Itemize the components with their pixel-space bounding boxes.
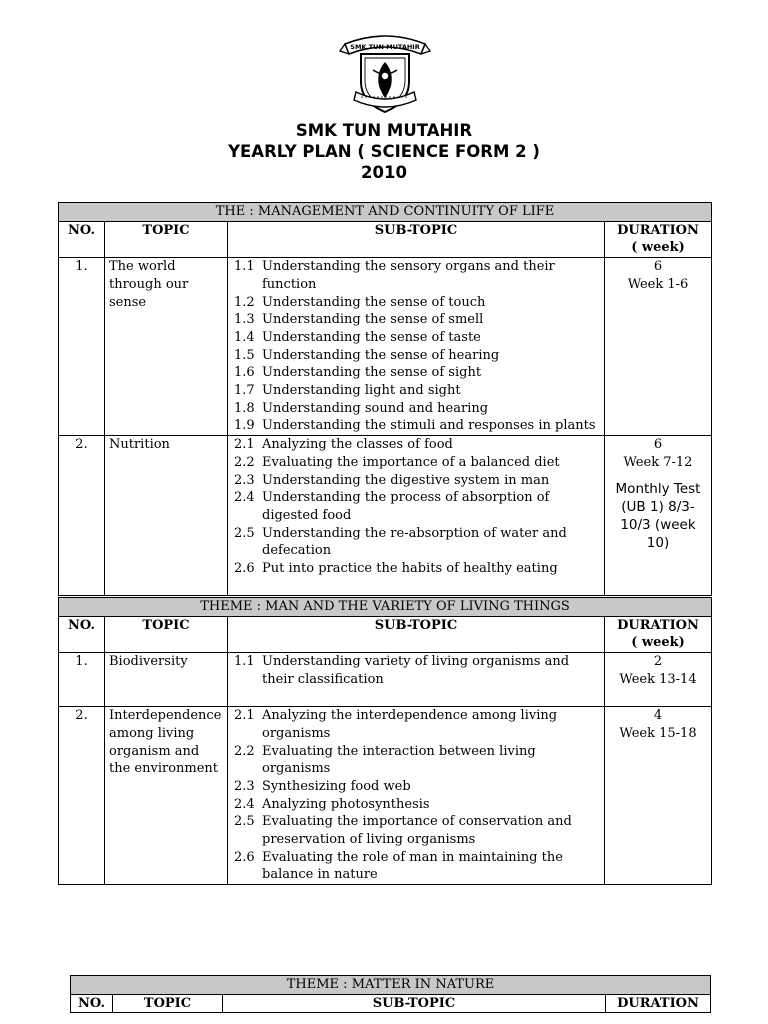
col-header-no: NO. [59, 616, 105, 652]
theme-title: THEME : MAN AND THE VARIETY OF LIVING THINGS [59, 598, 712, 617]
duration-cell [605, 653, 712, 707]
col-header-subtopic: SUB-TOPIC [228, 616, 605, 652]
topic-number: 2. [59, 436, 105, 596]
school-crest-logo [339, 30, 431, 114]
col-header-duration: DURATION [606, 994, 711, 1013]
col-header-topic: TOPIC [105, 221, 228, 257]
duration-week-range: Week 13-14 [619, 671, 697, 687]
duration-unit-label: ( week) [631, 635, 685, 651]
table-row [59, 707, 712, 885]
subtopic-cell [228, 653, 605, 707]
subtopic-list [232, 258, 600, 435]
col-header-topic: TOPIC [105, 616, 228, 652]
theme-title: THE : MANAGEMENT AND CONTINUITY OF LIFE [59, 203, 712, 222]
school-name: SMK TUN MUTAHIR [295, 121, 473, 140]
duration-label: DURATION [617, 222, 699, 238]
duration-cell [605, 436, 712, 596]
subtopic-cell [228, 258, 605, 436]
list-item: 1.8 Understanding sound and hearing [234, 400, 489, 416]
monthly-test-note: Monthly Test (UB 1) 8/3-10/3 (week 10) [615, 480, 701, 551]
list-item: 2.4 Analyzing photosynthesis [234, 796, 430, 812]
duration-week-range: Week 1-6 [627, 276, 689, 292]
theme-table-variety [58, 597, 712, 885]
col-header-topic: TOPIC [113, 994, 223, 1013]
column-header-row [59, 616, 712, 652]
col-header-no: NO. [59, 221, 105, 257]
topic-name: Nutrition [105, 436, 228, 596]
list-item: 1.5 Understanding the sense of hearing [234, 347, 500, 363]
col-header-subtopic: SUB-TOPIC [223, 994, 606, 1013]
theme-table-management [58, 202, 712, 596]
topic-number: 2. [59, 707, 105, 885]
duration-weeks: 4 [653, 708, 663, 724]
list-item: 2.2 Evaluating the importance of a balanced diet [234, 454, 560, 470]
list-item: 2.5 Understanding the re-absorption of water and defecation [234, 525, 567, 559]
theme-header-row [59, 598, 712, 617]
list-item: 1.9 Understanding the stimuli and responses in plants [234, 418, 596, 434]
table-row [59, 258, 712, 436]
duration-cell [605, 258, 712, 436]
list-item: 1.4 Understanding the sense of taste [234, 329, 481, 345]
col-header-subtopic: SUB-TOPIC [228, 221, 605, 257]
column-header-row [59, 221, 712, 257]
duration-week-range: Week 7-12 [623, 454, 693, 470]
duration-cell [605, 707, 712, 885]
topic-name: Biodiversity [105, 653, 228, 707]
list-item: 1.7 Understanding light and sight [234, 383, 461, 399]
svg-text:SMK TUN MUTAHIR: SMK TUN MUTAHIR [350, 43, 420, 51]
duration-weeks: 2 [653, 654, 663, 670]
theme-header-row [59, 203, 712, 222]
list-item: 2.1 Analyzing the interdependence among living organisms [234, 708, 558, 741]
table-row [59, 653, 712, 707]
subtopic-cell [228, 436, 605, 596]
topic-name: The world through our sense [105, 258, 228, 436]
col-header-duration [605, 221, 712, 257]
list-item: 2.3 Understanding the digestive system in man [234, 472, 550, 488]
table-row [59, 436, 712, 596]
list-item: 2.6 Evaluating the role of man in maintaining the balance in nature [234, 849, 563, 883]
topic-number: 1. [59, 653, 105, 707]
duration-unit-label: ( week) [631, 240, 685, 256]
col-header-duration [605, 616, 712, 652]
theme-table-matter [70, 975, 711, 1013]
plan-year: 2010 [361, 163, 407, 182]
subtopic-list [232, 436, 600, 578]
list-item: 1.6 Understanding the sense of sight [234, 365, 482, 381]
duration-label: DURATION [617, 617, 699, 633]
topic-name: Interdependence among living organism and the environment [105, 707, 228, 885]
list-item: 2.6 Put into practice the habits of healthy eating [234, 561, 558, 577]
subtopic-cell [228, 707, 605, 885]
list-item: 1.2 Understanding the sense of touch [234, 294, 486, 310]
list-item: 2.3 Synthesizing food web [234, 778, 411, 794]
subtopic-list [232, 653, 600, 688]
topic-number: 1. [59, 258, 105, 436]
list-item: 1.1 Understanding the sensory organs and their function [234, 259, 555, 292]
duration-weeks: 6 [653, 437, 663, 453]
theme-header-row [71, 976, 711, 995]
list-item: 2.4 Understanding the process of absorption of digested food [234, 490, 550, 523]
list-item: 2.5 Evaluating the importance of conservation and preservation of living organisms [234, 814, 572, 848]
list-item: 2.1 Analyzing the classes of food [234, 437, 453, 453]
col-header-no: NO. [71, 994, 113, 1013]
duration-week-range: Week 15-18 [619, 725, 697, 741]
subtopic-list [232, 707, 600, 884]
list-item: 1.3 Understanding the sense of smell [234, 312, 484, 328]
column-header-row [71, 994, 711, 1013]
list-item: 2.2 Evaluating the interaction between living organisms [234, 743, 536, 777]
plan-title: YEARLY PLAN ( SCIENCE FORM 2 ) [228, 142, 540, 161]
theme-title: THEME : MATTER IN NATURE [71, 976, 711, 995]
list-item: 1.1 Understanding variety of living organisms and their classification [234, 654, 570, 687]
duration-weeks: 6 [653, 259, 663, 275]
